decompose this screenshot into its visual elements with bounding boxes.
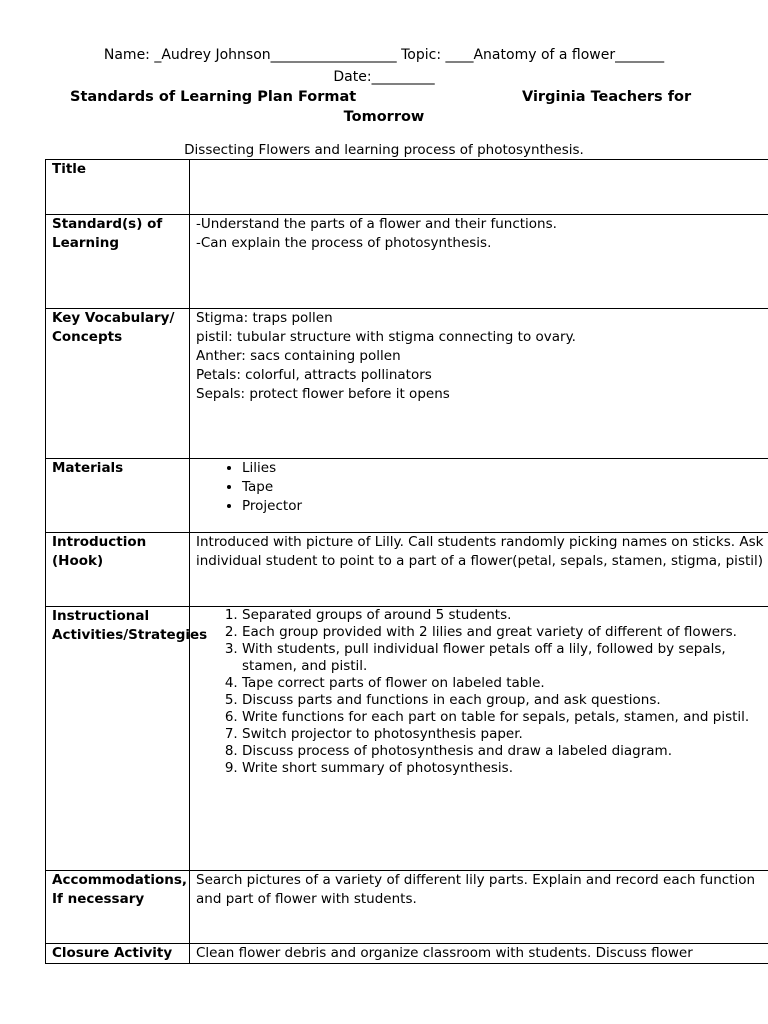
plan-format-title: Standards of Learning Plan Format [70,89,357,105]
name-topic-line: Name: _Audrey Johnson__________________ Topic: ____Anatomy of a flower_______ [103,47,665,63]
label-closure: Closure Activity [46,944,190,964]
value-materials [190,459,768,533]
list-item: • Tape [242,478,768,497]
value-introduction: Introduced with picture of Lilly. Call students randomly picking names on sticks. Ask individual student to point to a part of a flower(petal, sepals, stamen, stigma, pistil) [190,533,768,607]
standard-line: -Can explain the process of photosynthesis. [196,235,492,251]
vocab-line: Sepals: protect flower before it opens [196,386,450,402]
value-closure: Clean flower debris and organize classroom with students. Discuss flower [190,944,768,964]
label-vocabulary: Key Vocabulary/ Concepts [46,309,190,459]
lesson-plan-table [45,159,768,964]
label-standards: Standard(s) of Learning [46,215,190,309]
label-activities: Instructional Activities/Strategies [46,607,190,871]
value-vocabulary [190,309,768,459]
value-accommodations: Search pictures of a variety of different lily parts. Explain and record each function and part of flower with students. [190,871,768,944]
list-item: 8. Discuss process of photosynthesis and draw a labeled diagram. [242,743,768,760]
value-standards [190,215,768,309]
vocab-line: Petals: colorful, attracts pollinators [196,367,432,383]
vocab-line: pistil: tubular structure with stigma connecting to ovary. [196,329,576,345]
row-standards [46,215,768,309]
standard-line: -Understand the parts of a flower and their functions. [196,216,557,232]
label-introduction: Introduction (Hook) [46,533,190,607]
list-item: 7. Switch projector to photosynthesis paper. [242,726,768,743]
label-accommodations: Accommodations, If necessary [46,871,190,944]
list-item: 1. Separated groups of around 5 students. [242,607,768,624]
row-vocabulary [46,309,768,459]
list-item: • Projector [242,497,768,516]
list-item: 5. Discuss parts and functions in each group, and ask questions. [242,692,768,709]
row-materials [46,459,768,533]
organization-title-cont: Tomorrow [343,109,425,125]
row-closure [46,944,768,964]
materials-list [196,459,768,516]
activities-list [196,607,768,777]
list-item: • Lilies [242,459,768,478]
row-title [46,160,768,215]
label-materials: Materials [46,459,190,533]
organization-title: Virginia Teachers for [522,89,692,105]
vocab-line: Stigma: traps pollen [196,310,333,326]
list-item: 3. With students, pull individual flower petals off a lily, followed by sepals, stamen, and pistil. [242,641,768,675]
row-accommodations [46,871,768,944]
value-activities [190,607,768,871]
list-item: 9. Write short summary of photosynthesis. [242,760,768,777]
label-title: Title [46,160,190,215]
vocab-line: Anther: sacs containing pollen [196,348,401,364]
list-item: 4. Tape correct parts of flower on labeled table. [242,675,768,692]
row-introduction [46,533,768,607]
list-item: 6. Write functions for each part on table for sepals, petals, stamen, and pistil. [242,709,768,726]
list-item: 2. Each group provided with 2 lilies and great variety of different of flowers. [242,624,768,641]
lesson-subtitle: Dissecting Flowers and learning process of photosynthesis. [184,142,584,158]
date-line: Date:_________ [333,69,435,85]
value-title [190,160,768,215]
row-activities [46,607,768,871]
